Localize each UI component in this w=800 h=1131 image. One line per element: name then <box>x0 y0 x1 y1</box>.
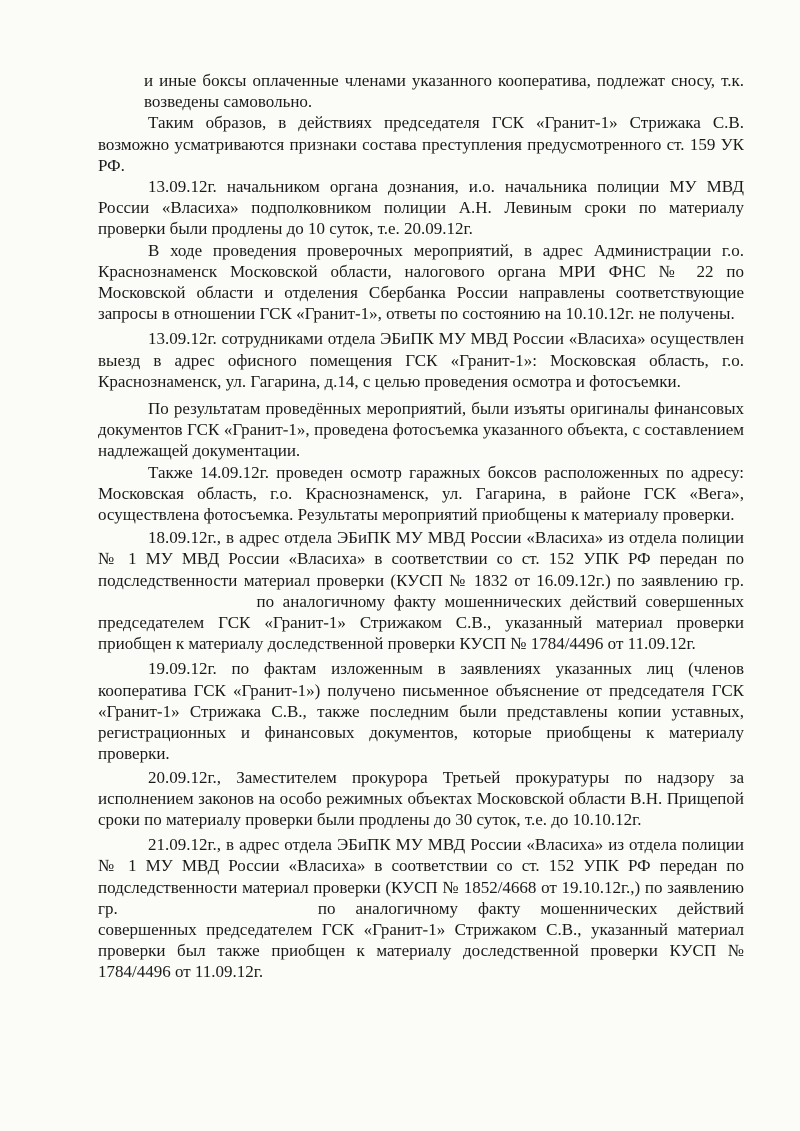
paragraph-results: По результатам проведённых мероприятий, были изъяты оригиналы финансовых документов ГСК «Гранит-1», проведена фотосъемка указанного объекта, с составлением надлежащей документации. <box>98 399 744 461</box>
paragraph-transfer-18-09 <box>98 527 744 654</box>
paragraph-continuation: и иные боксы оплаченные членами указанного кооператива, подлежат сносу, т.к. возведены самовольно. <box>144 71 744 112</box>
paragraph-garage-inspection: Также 14.09.12г. проведен осмотр гаражных боксов расположенных по адресу: Московская область, г.о. Краснознаменск, ул. Гагарина, в районе ГСК «Вега», осуществлена фотосъемка. Результаты мероприятий приобщены к материалу проверки. <box>98 462 744 525</box>
paragraph-text-after-blank: по аналогичному факту мошеннических действий совершенных председателем ГСК «Гранит-1» Стрижаком С.В., указанный материал проверки был также приобщен к материалу доследственной проверки КУСП № 1784/4496 от 11.09.12г. <box>98 898 745 982</box>
paragraph-transfer-21-09 <box>98 834 744 982</box>
paragraph-conclusion: Таким образов, в действиях председателя ГСК «Гранит-1» Стрижака С.В. возможно усматриваются признаки состава преступления предусмотренного ст. 159 УК РФ. <box>98 113 744 175</box>
paragraph-text-before-blank: 21.09.12г., в адрес отдела ЭБиПК МУ МВД России «Власиха» из отдела полиции № 1 МУ МВД России «Власиха» в соответствии со ст. 152 УПК РФ передан по подследственности материал проверки (КУСП № 1852/4668 от 19.10.12г.,) по заявлению гр. <box>98 835 744 918</box>
paragraph-extension-13-09: 13.09.12г. начальником органа дознания, и.о. начальника полиции МУ МВД России «Власиха» подполковником полиции А.Н. Левиным сроки по материалу проверки были продлены до 10 суток, т.е. 20.09.12г. <box>98 177 744 239</box>
paragraph-extension-20-09: 20.09.12г., Заместителем прокурора Третьей прокуратуры по надзору за исполнением законов на особо режимных объектах Московской области В.Н. Прищепой сроки по материалу проверки были продлены до 30 суток, т.е. до 10.10.12г. <box>98 767 744 829</box>
paragraph-explanation-19-09: 19.09.12г. по фактам изложенным в заявлениях указанных лиц (членов кооператива ГСК «Гранит-1») получено письменное объяснение от председателя ГСК «Гранит-1» Стрижака С.В., также последним были представлены копии уставных, регистрационных и финансовых документов, которые приобщены к материалу проверки. <box>98 659 744 764</box>
paragraph-text-after-blank: по аналогичному факту мошеннических действий совершенных председателем ГСК «Гранит-1» Стрижаком С.В., указанный материал проверки приобщен к материалу доследственной проверки КУСП № 1784/4496 от 11.09.12г. <box>98 591 744 654</box>
paragraph-office-visit: 13.09.12г. сотрудниками отдела ЭБиПК МУ МВД России «Власиха» осуществлен выезд в адрес офисного помещения ГСК «Гранит-1»: Московская область, г.о. Краснознаменск, ул. Гагарина, д.14, с целью проведения осмотра и фотосъемки. <box>98 329 744 391</box>
paragraph-requests: В ходе проведения проверочных мероприятий, в адрес Администрации г.о. Краснознаменск Московской области, налогового органа МРИ ФНС № 22 по Московской области и отделения Сбербанка России направлены соответствующие запросы в отношении ГСК «Гранит-1», ответы по состоянию на 10.10.12г. не получены. <box>98 240 744 324</box>
paragraph-text-before-blank: 18.09.12г., в адрес отдела ЭБиПК МУ МВД России «Власиха» из отдела полиции № 1 МУ МВД России «Власиха» в соответствии со ст. 152 УПК РФ передан по подследственности материал проверки (КУСП № 1832 от 16.09.12г.) по заявлению гр. <box>98 528 744 590</box>
